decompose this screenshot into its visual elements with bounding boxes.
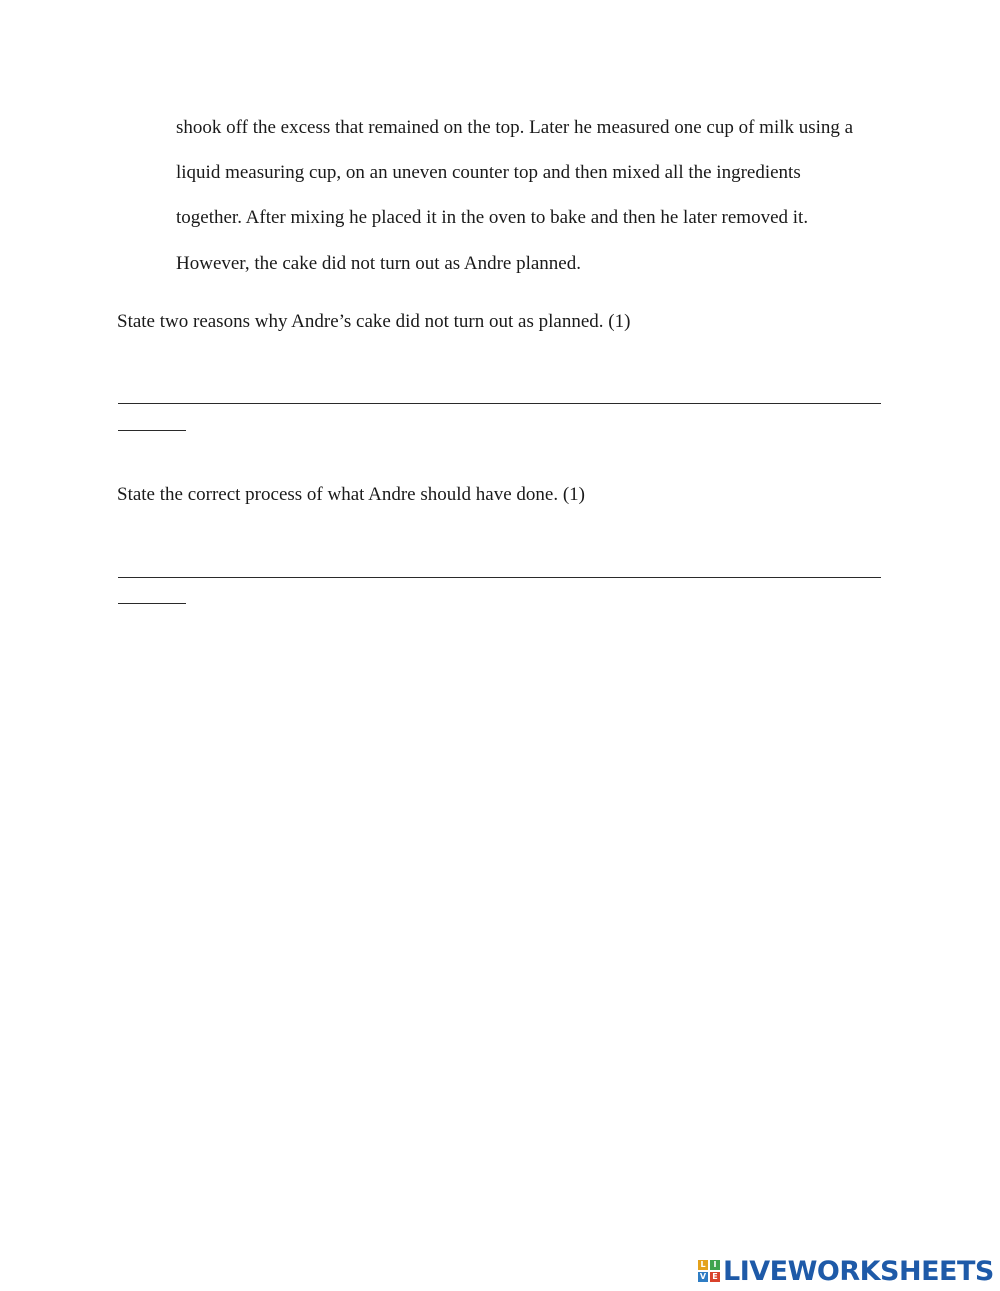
passage-line-4: However, the cake did not turn out as Andre planned. xyxy=(176,253,581,274)
answer-1-line-continuation[interactable] xyxy=(118,430,186,431)
question-2-text: State the correct process of what Andre should have done. (1) xyxy=(117,484,585,505)
brand-name: LIVEWORKSHEETS xyxy=(723,1255,994,1287)
passage-line-1: shook off the excess that remained on the top. Later he measured one cup of milk using a xyxy=(176,117,854,138)
liveworksheets-logo-icon xyxy=(698,1260,720,1282)
logo-letter-l: L xyxy=(698,1260,708,1270)
question-1-text: State two reasons why Andre’s cake did not turn out as planned. (1) xyxy=(117,311,631,332)
liveworksheets-brand xyxy=(698,1254,994,1288)
answer-1-line[interactable] xyxy=(118,403,881,404)
passage-line-2: liquid measuring cup, on an uneven counter top and then mixed all the ingredients xyxy=(176,162,801,183)
logo-letter-i: I xyxy=(710,1260,720,1270)
answer-2-line-continuation[interactable] xyxy=(118,603,186,604)
passage-line-3: together. After mixing he placed it in the oven to bake and then he later removed it. xyxy=(176,207,809,228)
logo-letter-e: E xyxy=(710,1272,720,1282)
logo-letter-v: V xyxy=(699,1272,707,1281)
answer-2-line[interactable] xyxy=(118,577,881,578)
